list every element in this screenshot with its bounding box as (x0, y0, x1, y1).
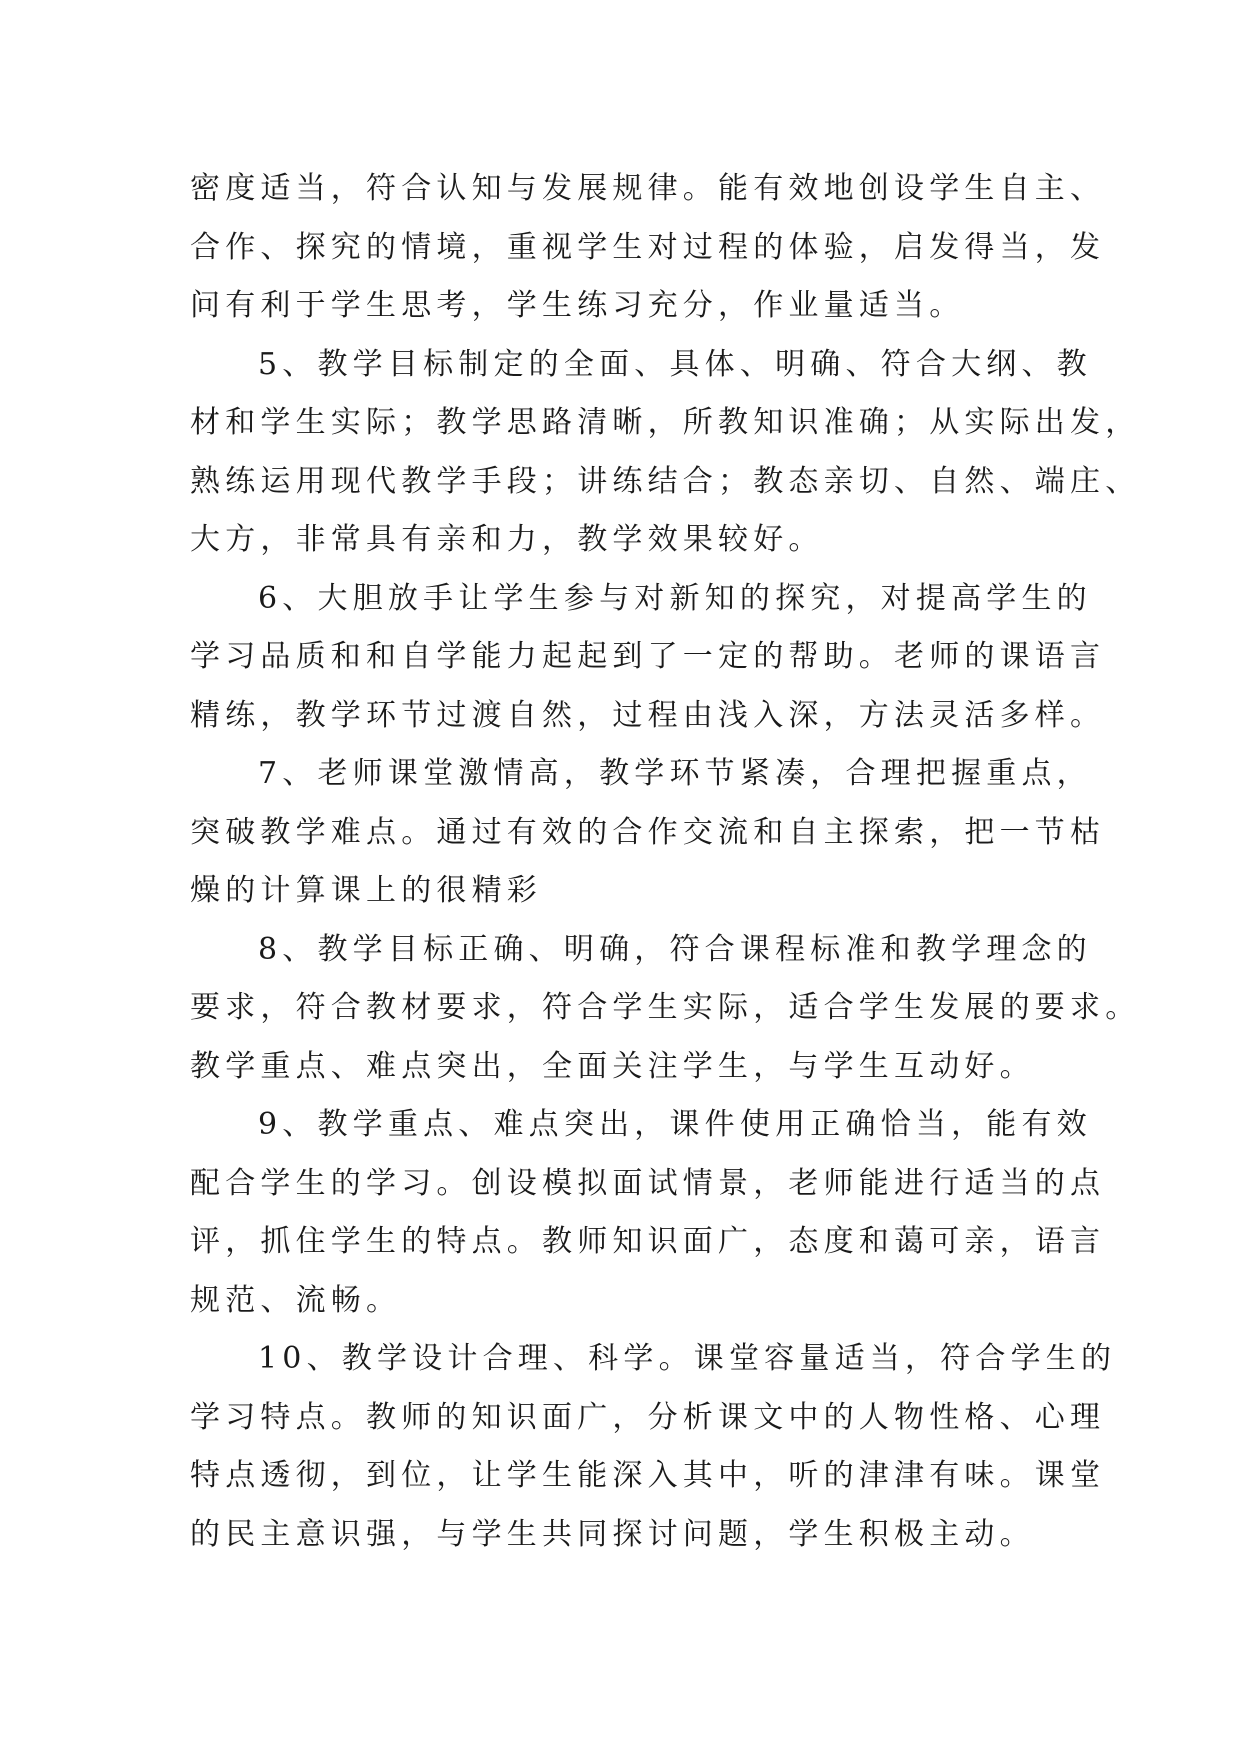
text-line: 合作、探究的情境，重视学生对过程的体验，启发得当，发 (190, 229, 1106, 265)
text-line: 大方，非常具有亲和力，教学效果较好。 (190, 522, 824, 557)
text-line: 10、教学设计合理、科学。课堂容量适当，符合学生的 (258, 1341, 1117, 1376)
text-line: 6、大胆放手让学生参与对新知的探究，对提高学生的 (258, 580, 1092, 616)
text-line: 要求，符合教材要求，符合学生实际，适合学生发展的要求。 (190, 990, 1141, 1025)
paragraph-item-8 (190, 921, 1141, 1097)
text-line: 突破教学难点。通过有效的合作交流和自主探索，把一节枯 (190, 814, 1106, 850)
text-line: 规范、流畅。 (190, 1282, 402, 1318)
text-line: 材和学生实际；教学思路清晰，所教知识准确；从实际出发， (190, 405, 1141, 440)
text-line: 9、教学重点、难点突出，课件使用正确恰当，能有效 (258, 1107, 1092, 1142)
text-line: 评，抓住学生的特点。教师知识面广，态度和蔼可亲，语言 (190, 1224, 1106, 1259)
text-line: 5、教学目标制定的全面、具体、明确、符合大纲、教 (258, 346, 1092, 382)
text-line: 特点透彻，到位，让学生能深入其中，听的津津有味。课堂 (190, 1458, 1106, 1493)
text-line: 的民主意识强，与学生共同探讨问题，学生积极主动。 (190, 1516, 1035, 1552)
text-line: 学习品质和和自学能力起起到了一定的帮助。老师的课语言 (190, 639, 1106, 674)
document-body (190, 160, 1141, 1564)
text-line: 问有利于学生思考，学生练习充分，作业量适当。 (190, 288, 965, 323)
text-line: 学习特点。教师的知识面广，分析课文中的人物性格、心理 (190, 1399, 1106, 1435)
text-line: 教学重点、难点突出，全面关注学生，与学生互动好。 (190, 1048, 1035, 1084)
text-line: 密度适当，符合认知与发展规律。能有效地创设学生自主、 (190, 171, 1106, 206)
paragraph-item-6 (190, 570, 1106, 746)
text-line: 8、教学目标正确、明确，符合课程标准和教学理念的 (258, 931, 1092, 967)
text-line: 熟练运用现代教学手段；讲练结合；教态亲切、自然、端庄、 (190, 463, 1141, 499)
text-line: 精练，教学环节过渡自然，过程由浅入深，方法灵活多样。 (190, 697, 1106, 733)
text-line: 配合学生的学习。创设模拟面试情景，老师能进行适当的点 (190, 1165, 1106, 1201)
text-line: 燥的计算课上的很精彩 (190, 873, 542, 908)
text-line: 7、老师课堂激情高，教学环节紧凑，合理把握重点， (258, 756, 1092, 791)
paragraph-continuation (190, 160, 1106, 336)
paragraph-item-7 (190, 745, 1106, 921)
paragraph-item-5 (190, 336, 1141, 570)
paragraph-item-10 (190, 1330, 1117, 1564)
paragraph-item-9 (190, 1096, 1106, 1330)
